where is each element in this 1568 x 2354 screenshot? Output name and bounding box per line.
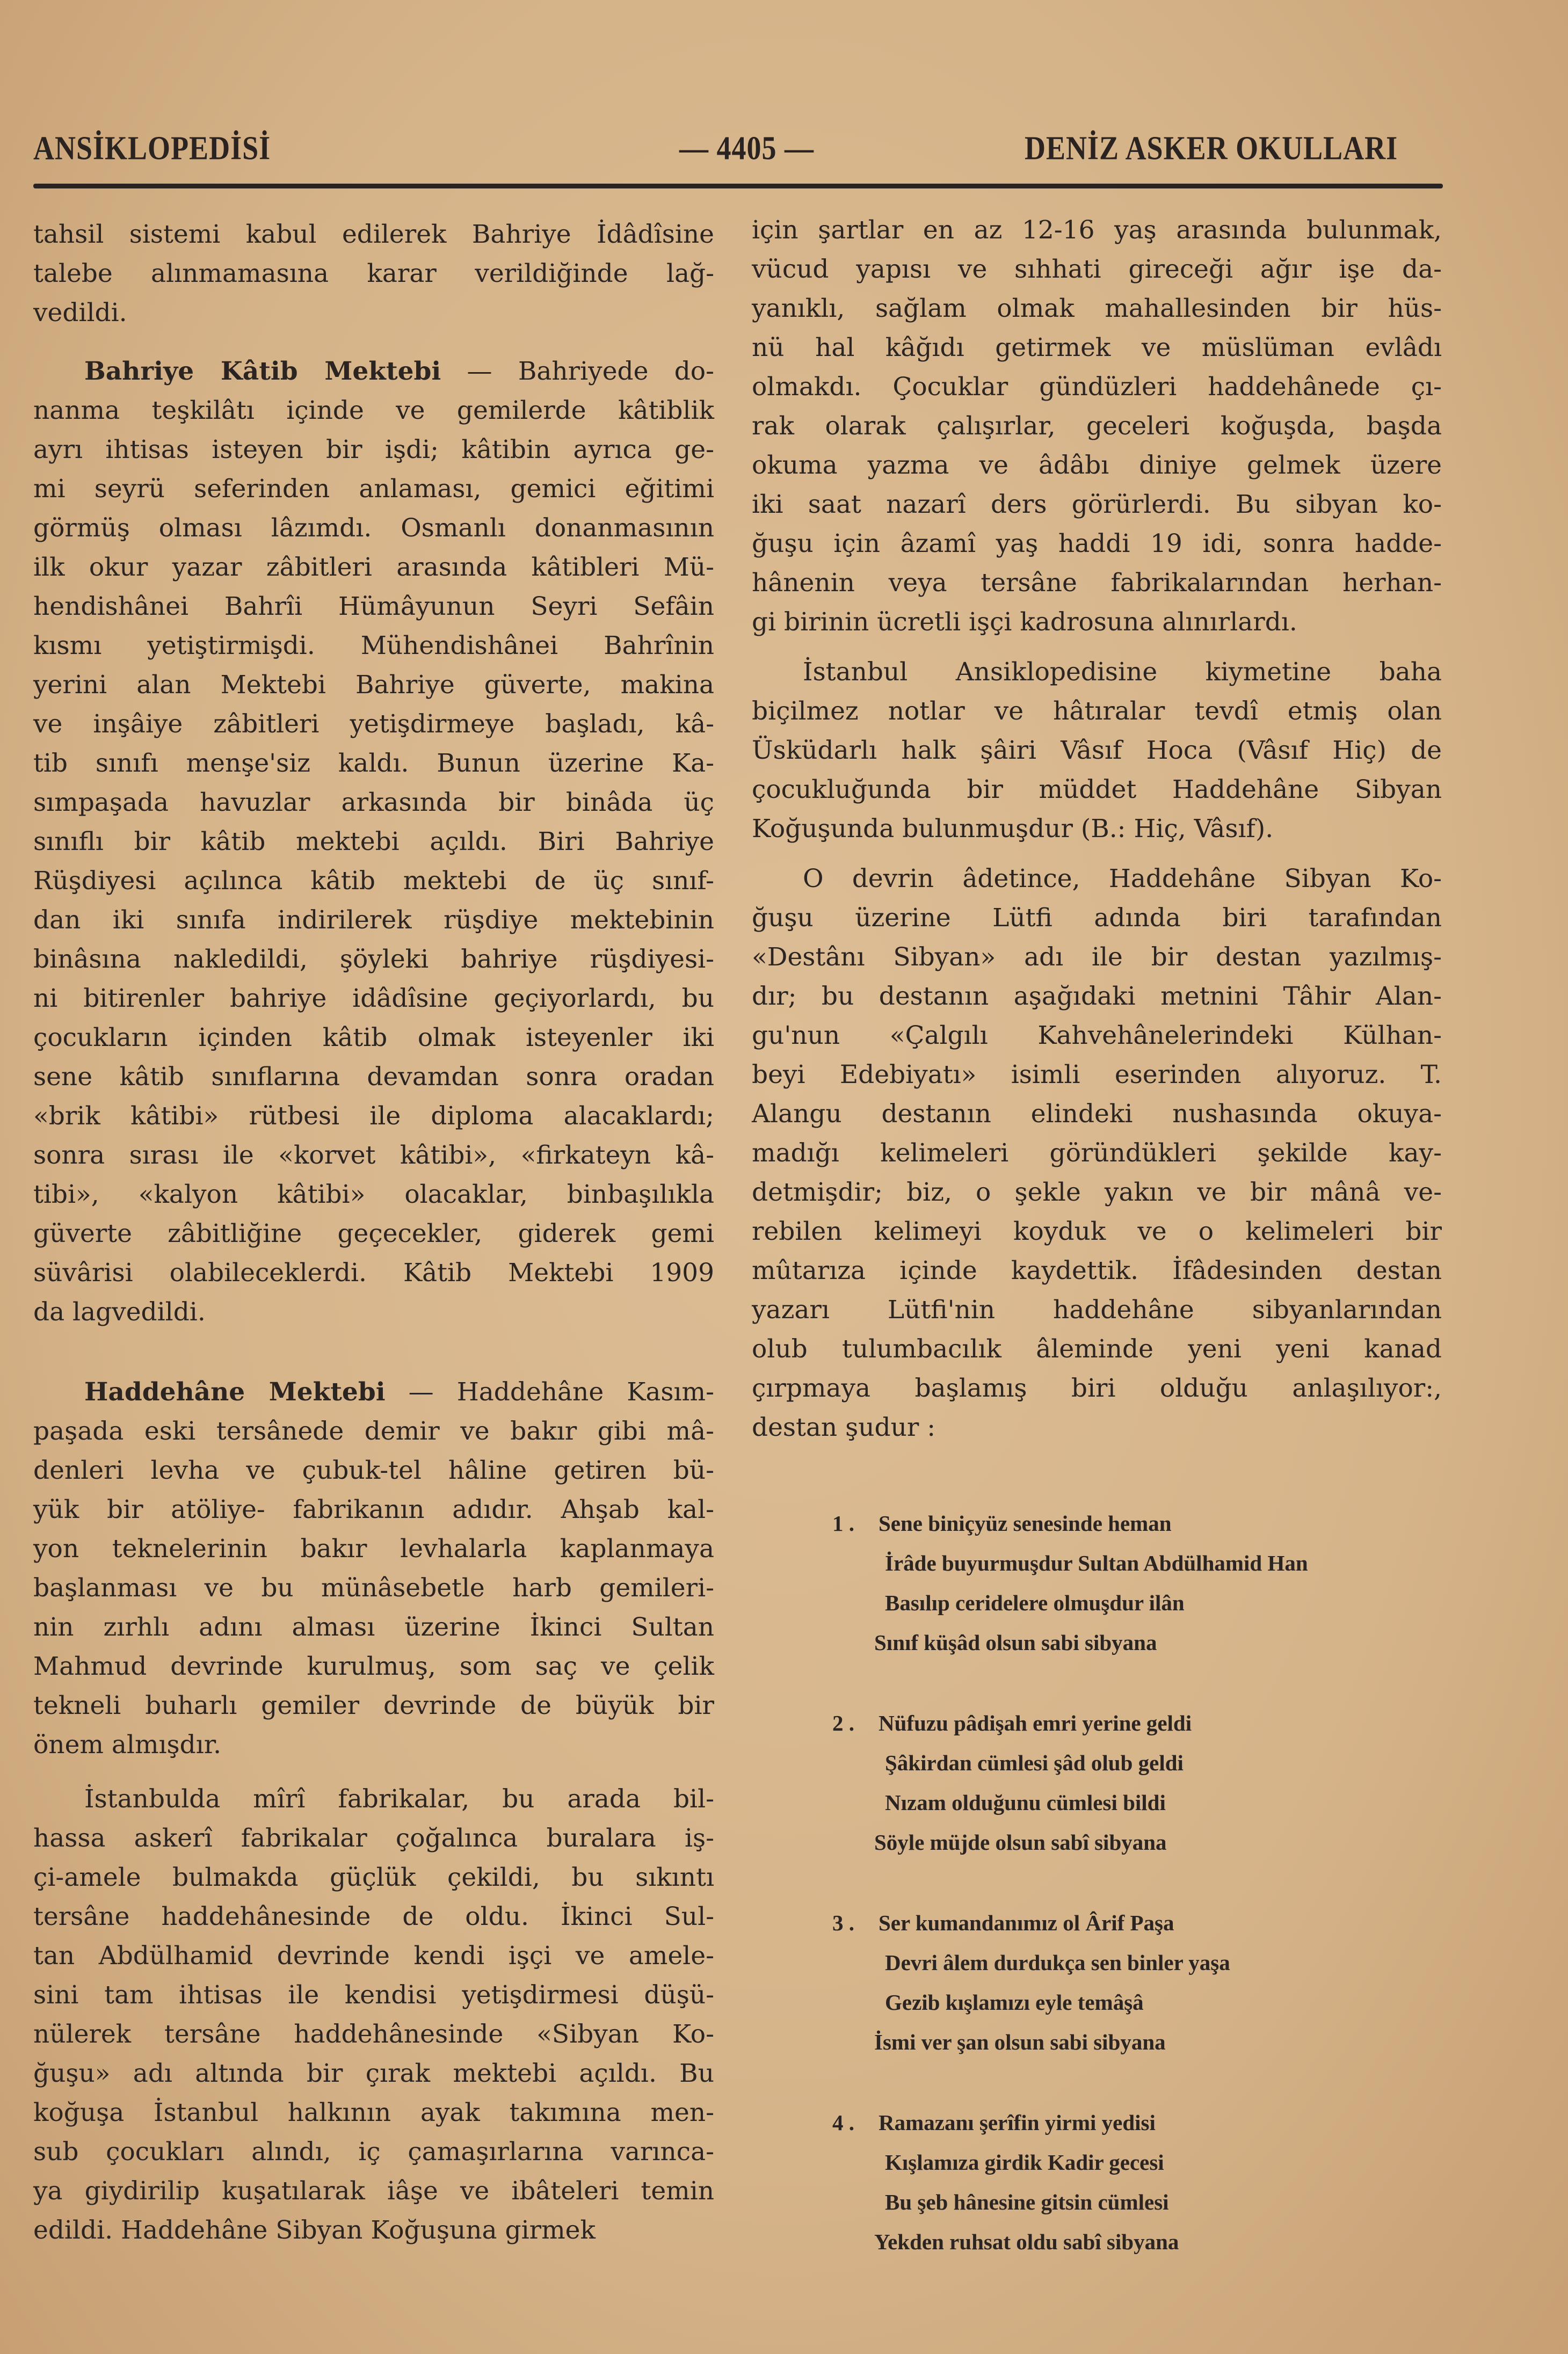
verse-line: Kışlamıza girdik Kadir gecesi (885, 2150, 1164, 2175)
text-line: çocukların içinden kâtib olmak isteyenler iki (33, 1023, 714, 1052)
verse-line: Yekden ruhsat oldu sabî sibyana (874, 2229, 1179, 2254)
text-line: edildi. Haddehâne Sibyan Koğuşuna girmek (33, 2215, 596, 2245)
text-line: nin zırhlı adını alması üzerine İkinci Sultan (33, 1612, 714, 1642)
text-line: yük bir atöliye- fabrikanın adıdır. Ahşab kal- (33, 1495, 714, 1524)
text-line: sınıflı bir kâtib mektebi açıldı. Biri Bahriye (33, 827, 714, 856)
text-line: olub tulumbacılık âleminde yeni yeni kanad (752, 1334, 1442, 1364)
text-line: çi-amele bulmakda güçlük çekildi, bu sıkıntı (33, 1863, 714, 1892)
text-line: rebilen kelimeyi koyduk ve o kelimeleri bir (752, 1217, 1442, 1246)
text-line: sene kâtib sınıflarına devamdan sonra oradan (33, 1062, 714, 1092)
text-line: güverte zâbitliğine geçecekler, giderek gemi (33, 1219, 714, 1248)
verse-line: Bu şeb hânesine gitsin cümlesi (885, 2190, 1169, 2214)
text-line: Üsküdarlı halk şâiri Vâsıf Hoca (Vâsıf Hiç) de (752, 736, 1442, 765)
text-line: nülerek tersâne haddehânesinde «Sibyan Ko- (33, 2019, 714, 2049)
verse-line: Devri âlem durdukça sen binler yaşa (885, 1950, 1230, 1975)
verse-line: Basılıp ceridelere olmuşdur ilân (885, 1590, 1185, 1615)
text-line: vedildi. (33, 298, 127, 328)
text-line: okuma yazma ve âdâbı diniye gelmek üzere (752, 451, 1442, 480)
text-line: rak olarak çalışırlar, geceleri koğuşda, başda (752, 411, 1442, 441)
verse-line: Ser kumandanımız ol Ârif Paşa (879, 1910, 1174, 1935)
text-line: binâsına nakledildi, şöyleki bahriye rüşdiyesi- (33, 944, 714, 974)
text-line: İstanbulda mîrî fabrikalar, bu arada bil- (84, 1784, 714, 1814)
text-line: kısmı yetiştirmişdi. Mühendishânei Bahrînin (33, 631, 714, 660)
text-line: olmakdı. Çocuklar gündüzleri haddehânede çı- (752, 372, 1442, 402)
text-line: beyi Edebiyatı» isimli eserinden alıyoruz. T. (752, 1060, 1442, 1089)
text-line: da lagvedildi. (33, 1297, 206, 1327)
text-line: İstanbul Ansiklopedisine kiymetine baha (803, 657, 1442, 687)
text-line: tersâne haddehânesinde de oldu. İkinci Sul- (33, 1902, 714, 1931)
text-line: Mahmud devrinde kurulmuş, som saç ve çelik (33, 1652, 714, 1681)
text-line: yon teknelerinin bakır levhalarla kaplanmaya (33, 1534, 714, 1564)
verse-line: Nızam olduğunu cümlesi bildi (885, 1790, 1166, 1815)
text-line: mûtarıza içinde kaydettik. İfâdesinden destan (752, 1256, 1442, 1285)
section-heading: Haddehâne Mektebi (84, 1377, 386, 1407)
text-line: mi seyrü seferinden anlaması, gemici eğitimi (33, 474, 714, 504)
text-line: çocukluğunda bir müddet Haddehâne Sibyan (752, 775, 1442, 804)
section-heading: Bahriye Kâtib Mektebi (84, 357, 441, 386)
stanza-number: 1 . (832, 1511, 854, 1536)
text-line: nü hal kâğıdı getirmek ve müslüman evlâdı (752, 333, 1442, 362)
paragraph-haddehane-mektebi (33, 1372, 714, 1764)
text-line: sonra sırası ile «korvet kâtibi», «firkateyn kâ- (33, 1140, 714, 1170)
text-line: Koğuşunda bulunmuşdur (B.: Hiç, Vâsıf). (752, 814, 1274, 844)
text-line: Alangu destanın elindeki nushasında okuya- (752, 1099, 1442, 1129)
text-line: süvârisi olabileceklerdi. Kâtib Mektebi 1909 (33, 1258, 714, 1288)
text-line: önem almışdır. (33, 1730, 222, 1760)
verse-line: İrâde buyurmuşdur Sultan Abdülhamid Han (885, 1551, 1308, 1575)
verse-line: Ramazanı şerîfin yirmi yedisi (879, 2110, 1156, 2135)
text-line: denleri levha ve çubuk-tel hâline getiren bü- (33, 1456, 714, 1485)
text-line: koğuşa İstanbul halkının ayak takımına men- (33, 2098, 714, 2127)
text-line: detmişdir; biz, o şekle yakın ve bir mânâ ve- (752, 1178, 1442, 1207)
text-line: görmüş olması lâzımdı. Osmanlı donanmasının (33, 513, 714, 543)
text-line: dır; bu destanın aşağıdaki metnini Tâhir Alan- (752, 982, 1442, 1011)
text-line: ni bitirenler bahriye idâdîsine geçiyorlardı, bu (33, 984, 714, 1013)
text-line-rest: — Bahriyede do- (441, 357, 714, 386)
running-header-left: ANSİKLOPEDİSİ (33, 129, 271, 167)
text-line: ğuşu için âzamî yaş haddi 19 idi, sonra hadde- (752, 529, 1442, 558)
text-line: destan şudur : (752, 1413, 936, 1442)
text-line: tekneli buharlı gemiler devrinde de büyük bir (33, 1691, 714, 1720)
text-line: gi birinin ücretli işçi kadrosuna alınırlardı. (752, 607, 1297, 637)
text-line: biçilmez notlar ve hâtıralar tevdî etmiş olan (752, 696, 1442, 726)
stanza-number: 4 . (832, 2110, 854, 2135)
paragraph (33, 215, 714, 332)
poem-destani-sibyan (832, 0, 1450, 2354)
text-line: iki saat nazarî ders görürlerdi. Bu sibyan ko- (752, 490, 1442, 519)
verse-line: Sınıf küşâd olsun sabi sibyana (874, 1630, 1157, 1655)
text-line: çırpmaya başlamış biri olduğu anlaşılıyor:, (752, 1374, 1442, 1403)
text-line: yazarı Lütfi'nin haddehâne sibyanlarından (752, 1295, 1442, 1325)
stanza-number: 2 . (832, 1711, 854, 1735)
text-line: tibi», «kalyon kâtibi» olacaklar, binbaşılıkla (33, 1180, 714, 1209)
verse-line: Sene biniçyüz senesinde heman (879, 1511, 1172, 1536)
text-line: nanma teşkilâtı içinde ve gemilerde kâtiblik (33, 396, 714, 425)
running-header-right: DENİZ ASKER OKULLARI (1025, 129, 1398, 167)
verse-line: İsmi ver şan olsun sabi sibyana (874, 2030, 1166, 2054)
verse-line: Şâkirdan cümlesi şâd olub geldi (885, 1750, 1184, 1775)
text-line: sımpaşada havuzlar arkasında bir binâda üç (33, 788, 714, 817)
text-line: ayrı ihtisas isteyen bir işdi; kâtibin ayrıca ge- (33, 435, 714, 464)
text-line: ğuşu üzerine Lütfi adında biri tarafından (752, 903, 1442, 933)
text-line: dan iki sınıfa indirilerek rüşdiye mektebinin (33, 905, 714, 935)
text-line (33, 352, 714, 391)
text-line: O devrin âdetince, Haddehâne Sibyan Ko- (803, 864, 1442, 893)
verse-line: Gezib kışlamızı eyle temâşâ (885, 1990, 1144, 2015)
text-line: tahsil sistemi kabul edilerek Bahriye İdâdîsine (33, 220, 714, 249)
verse-line: Nüfuzu pâdişah emri yerine geldi (879, 1711, 1192, 1735)
text-line: yerini alan Mektebi Bahriye güverte, makina (33, 670, 714, 700)
text-line: tan Abdülhamid devrinde kendi işçi ve amele- (33, 1941, 714, 1971)
text-line: paşada eski tersânede demir ve bakır gibi mâ- (33, 1416, 714, 1446)
text-line: ya giydirilip kuşatılarak iâşe ve ibâteleri temin (33, 2176, 714, 2206)
paragraph-bahriye-katib-mektebi (33, 352, 714, 1332)
text-line: madığı kelimeleri göründükleri şekilde kay- (752, 1138, 1442, 1168)
paragraph (33, 1779, 714, 2250)
page-number: — 4405 — (679, 129, 814, 167)
text-line: gu'nun «Çalgılı Kahvehânelerindeki Külhan- (752, 1021, 1442, 1050)
text-line: «Destânı Sibyan» adı ile bir destan yazılmış- (752, 942, 1442, 972)
text-line: yanıklı, sağlam olmak mahallesinden bir hüs- (752, 294, 1442, 323)
text-line: hendishânei Bahrîi Hümâyunun Seyri Sefâin (33, 592, 714, 621)
text-line: tib sınıfı menşe'siz kaldı. Bunun üzerine Ka- (33, 749, 714, 778)
text-line (33, 1372, 714, 1412)
text-line: talebe alınmamasına karar verildiğinde lağ- (33, 259, 714, 288)
stanza-number: 3 . (832, 1910, 854, 1935)
text-line: ilk okur yazar zâbitleri arasında kâtibleri Mü- (33, 553, 714, 582)
text-line: hassa askerî fabrikalar çoğalınca buralara iş- (33, 1823, 714, 1853)
text-line: «brik kâtibi» rütbesi ile diploma alacaklardı; (33, 1101, 714, 1131)
text-line: Rüşdiyesi açılınca kâtib mektebi de üç sınıf- (33, 866, 714, 896)
text-line: başlanması ve bu münâsebetle harb gemileri- (33, 1573, 714, 1603)
text-line: hânenin veya tersâne fabrikalarından herhan- (752, 568, 1442, 598)
text-line: vücud yapısı ve sıhhati gireceği ağır işe da- (752, 255, 1442, 284)
text-line: sini tam ihtisas ile kendisi yetişdirmesi düşü- (33, 1980, 714, 2010)
text-line: sub çocukları alındı, iç çamaşırlarına varınca- (33, 2137, 714, 2167)
text-line: ğuşu» adı altında bir çırak mektebi açıldı. Bu (33, 2059, 714, 2088)
verse-line: Söyle müjde olsun sabî sibyana (874, 1830, 1167, 1855)
text-line: ve inşâiye zâbitleri yetişdirmeye başladı, kâ- (33, 709, 714, 739)
text-line: için şartlar en az 12-16 yaş arasında bulunmak, (752, 215, 1442, 245)
text-line-rest: — Haddehâne Kasım- (385, 1377, 714, 1407)
